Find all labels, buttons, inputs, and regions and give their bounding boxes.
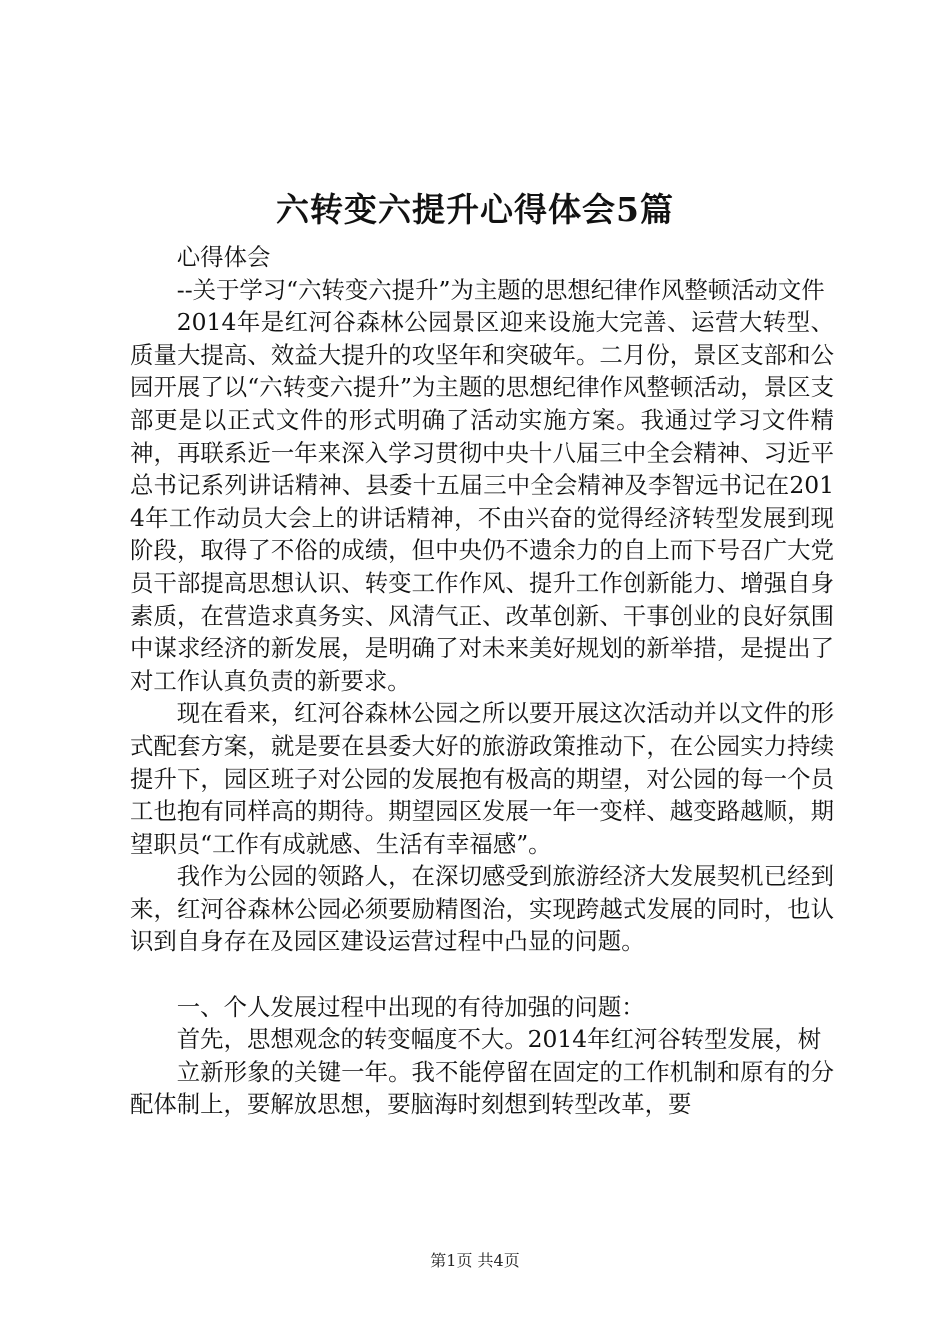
paragraph-context: 现在看来，红河谷森林公园之所以要开展这次活动并以文件的形式配套方案，就是要在县委大好的旅游政策推动下，在公园实力持续提升下，园区班子对公园的发展抱有极高的期望，对公园的每一个员工也抱有同样高的期待。期望园区发展一年一变样、越变路越顺，期望职员“工作有成就感、生活有幸福感”。 [130, 699, 834, 858]
paragraph-reflection: 我作为公园的领路人，在深切感受到旅游经济大发展契机已经到来，红河谷森林公园必须要励精图治，实现跨越式发展的同时，也认识到自身存在及园区建设运营过程中凸显的问题。 [130, 862, 834, 956]
page-number: 第1页 共4页 [430, 1251, 520, 1270]
document-title: 六转变六提升心得体会5篇 [276, 190, 674, 229]
paragraph-first-point: 首先，思想观念的转变幅度不大。2014年红河谷转型发展，树 [176, 1025, 822, 1054]
paragraph-subtitle: --关于学习“六转变六提升”为主题的思想纪律作风整顿活动文件 [176, 275, 825, 304]
section-heading: 一、个人发展过程中出现的有待加强的问题： [176, 992, 645, 1021]
document-body [130, 241, 834, 1121]
paragraph-heading: 心得体会 [176, 243, 271, 271]
paragraph-intro: 2014年是红河谷森林公园景区迎来设施大完善、运营大转型、质量大提高、效益大提升的攻坚年和突破年。二月份，景区支部和公园开展了以“六转变六提升”为主题的思想纪律作风整顿活动，景区支部更是以正式文件的形式明确了活动实施方案。我通过学习文件精神，再联系近一年来深入学习贯彻中央十八届三中全会精神、习近平总书记系列讲话精神、县委十五届三中全会精神及李智远书记在2014年工作动员大会上的讲话精神，不由兴奋的觉得经济转型发展到现阶段，取得了不俗的成绩，但中央仍不遗余力的自上而下号召广大党员干部提高思想认识、转变工作作风、提升工作创新能力、增强自身素质，在营造求真务实、风清气正、改革创新、干事创业的良好氛围中谋求经济的新发展，是明确了对未来美好规划的新举措，是提出了对工作认真负责的新要求。 [130, 308, 834, 695]
paragraph-spacer [130, 958, 834, 991]
paragraph-continuation: 立新形象的关键一年。我不能停留在固定的工作机制和原有的分配体制上，要解放思想，要脑海时刻想到转型改革，要 [130, 1057, 834, 1119]
